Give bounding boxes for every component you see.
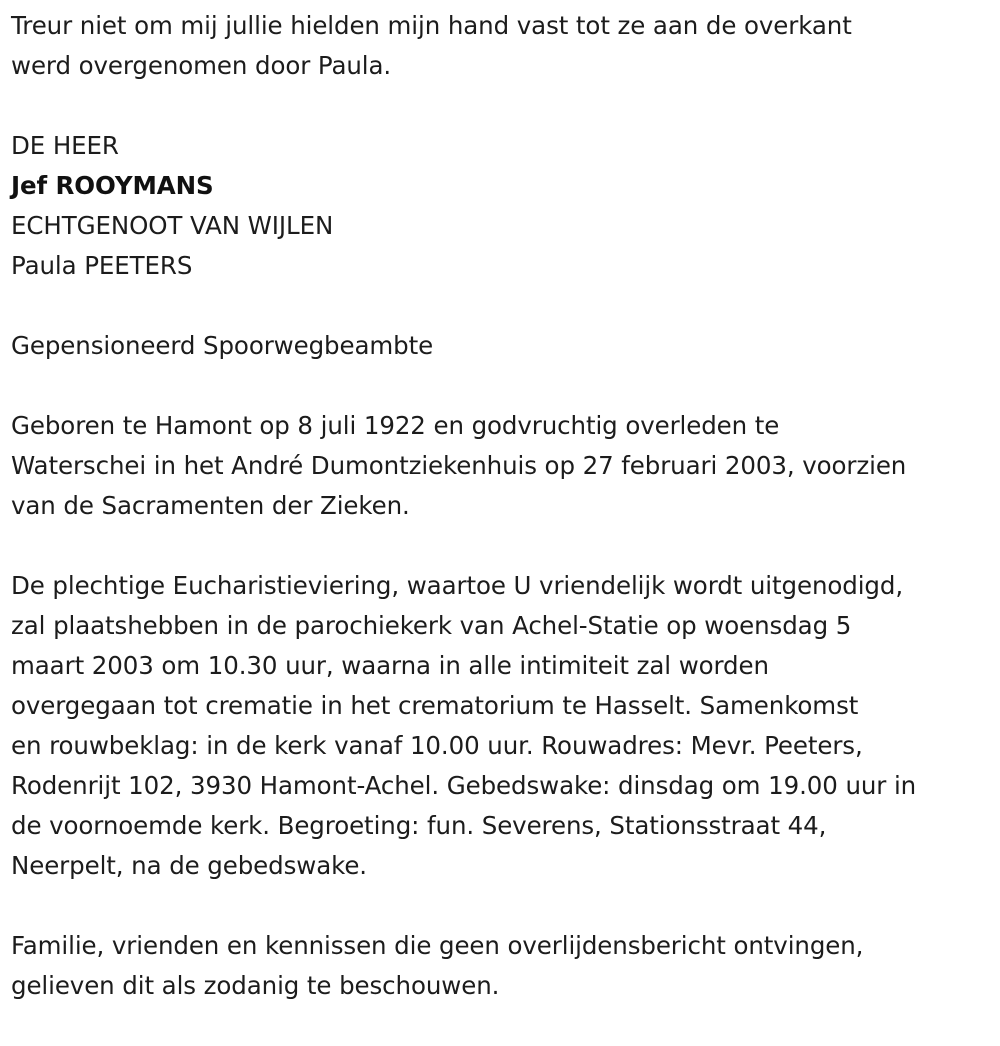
opening-line: Treur niet om mij jullie hielden mijn hand vast tot ze aan de overkant xyxy=(11,11,852,40)
ceremony-line: maart 2003 om 10.30 uur, waarna in alle intimiteit zal worden xyxy=(11,651,769,680)
ceremony-line: en rouwbeklag: in de kerk vanaf 10.00 uur. Rouwadres: Mevr. Peeters, xyxy=(11,731,863,760)
honorific-title: DE HEER xyxy=(11,131,119,160)
ceremony-line: Neerpelt, na de gebedswake. xyxy=(11,851,367,880)
occupation-block xyxy=(11,326,990,366)
relation-label: ECHTGENOOT VAN WIJLEN xyxy=(11,211,334,240)
closing-paragraph xyxy=(11,926,990,1006)
occupation: Gepensioneerd Spoorwegbeambte xyxy=(11,331,434,360)
spacer xyxy=(11,286,990,326)
closing-line: gelieven dit als zodanig te beschouwen. xyxy=(11,971,500,1000)
opening-line: werd overgenomen door Paula. xyxy=(11,51,392,80)
ceremony-line: Rodenrijt 102, 3930 Hamont-Achel. Gebedswake: dinsdag om 19.00 uur in xyxy=(11,771,917,800)
ceremony-line: zal plaatshebben in de parochiekerk van Achel-Statie op woensdag 5 xyxy=(11,611,852,640)
birth-death-line: Waterschei in het André Dumontziekenhuis op 27 februari 2003, voorzien xyxy=(11,451,907,480)
ceremony-line: De plechtige Eucharistieviering, waartoe U vriendelijk wordt uitgenodigd, xyxy=(11,571,904,600)
opening-quote xyxy=(11,6,990,86)
ceremony-line: de voornoemde kerk. Begroeting: fun. Severens, Stationsstraat 44, xyxy=(11,811,827,840)
ceremony-line: overgegaan tot crematie in het crematorium te Hasselt. Samenkomst xyxy=(11,691,859,720)
birth-death-line: Geboren te Hamont op 8 juli 1922 en godvruchtig overleden te xyxy=(11,411,780,440)
spacer xyxy=(11,526,990,566)
closing-line: Familie, vrienden en kennissen die geen overlijdensbericht ontvingen, xyxy=(11,931,864,960)
spacer xyxy=(11,886,990,926)
deceased-name: Jef ROOYMANS xyxy=(11,171,214,200)
birth-death-line: van de Sacramenten der Zieken. xyxy=(11,491,410,520)
spacer xyxy=(11,366,990,406)
ceremony-paragraph xyxy=(11,566,990,886)
deceased-block xyxy=(11,126,990,286)
birth-death-paragraph xyxy=(11,406,990,526)
spouse-name: Paula PEETERS xyxy=(11,251,193,280)
spacer xyxy=(11,86,990,126)
